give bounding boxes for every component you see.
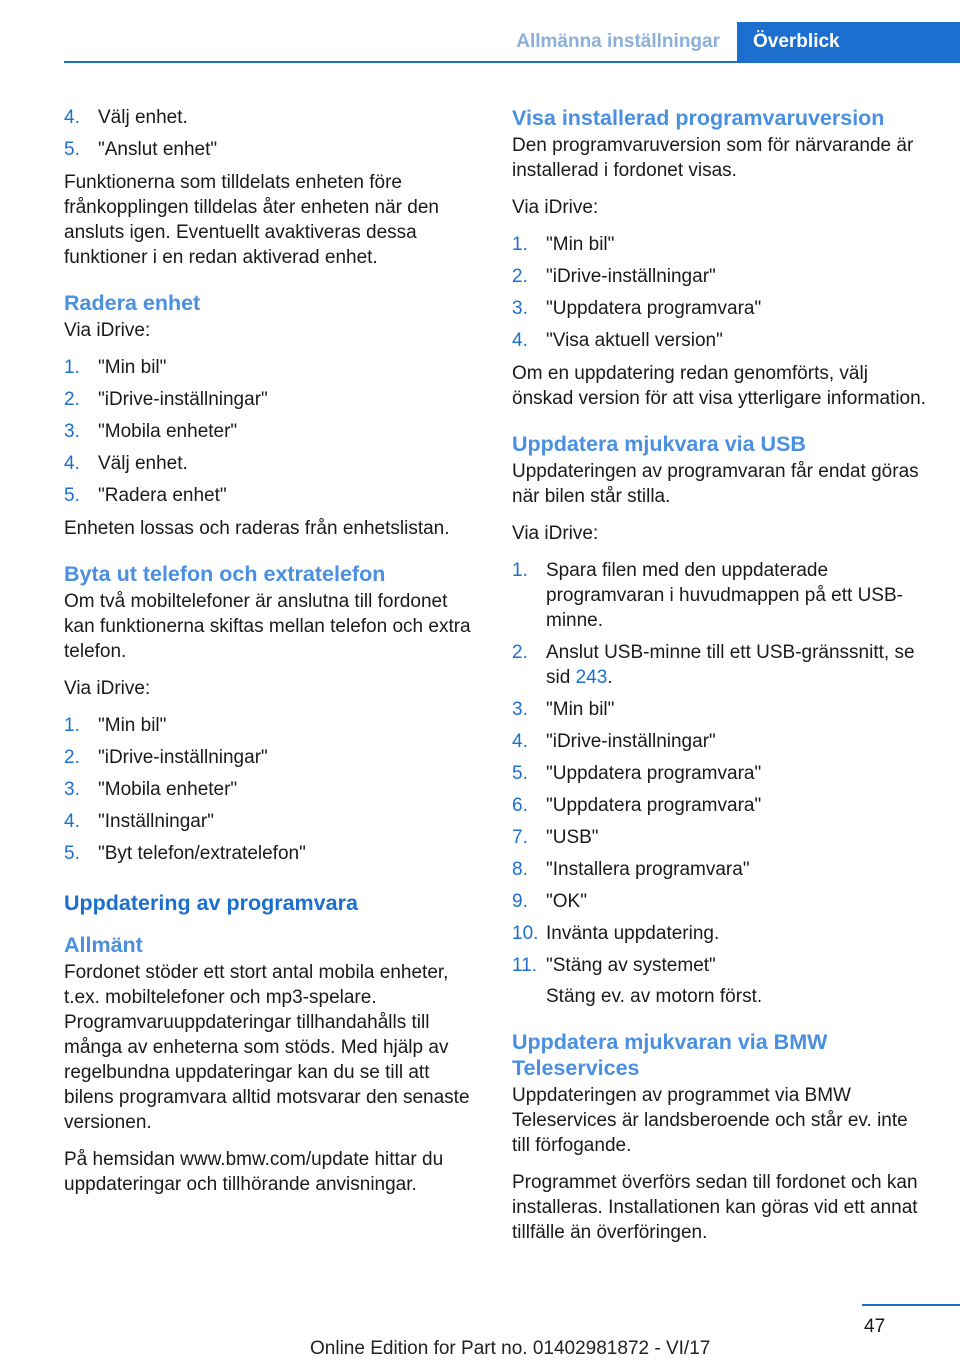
list-item: 5. "Radera enhet" bbox=[64, 485, 227, 506]
via-idrive: Via iDrive: bbox=[64, 320, 151, 341]
via-idrive: Via iDrive: bbox=[512, 197, 599, 218]
bmw-paragraph-1: Uppdateringen av programmet via BMW Teleservices är landsberoende och står ev. inte till förfogande. bbox=[512, 1085, 908, 1156]
list-item: 2. "iDrive-inställningar" bbox=[64, 747, 268, 768]
edition-line: Online Edition for Part no. 01402981872 - VI/17 bbox=[310, 1338, 711, 1359]
list-item: 2. "iDrive-inställningar" bbox=[512, 266, 716, 287]
intro-steps bbox=[64, 105, 478, 162]
intro-paragraph: Funktionerna som tilldelats enheten före frånkopplingen tilldelas åter enheten när den ansluts igen. Eventuellt avaktiveras dessa funktioner i en redan aktiverad enhet. bbox=[64, 172, 439, 268]
bmw-paragraph-2: Programmet överförs sedan till fordonet och kan installeras. Installationen kan göras vid ett annat tillfälle än överföringen. bbox=[512, 1172, 918, 1243]
byta-paragraph: Om två mobiltelefoner är anslutna till fordonet kan funktionerna skiftas mellan telefon och extra telefon. bbox=[64, 591, 471, 662]
list-item: 1. "Min bil" bbox=[64, 715, 167, 736]
list-item: 5. "Byt telefon/extratelefon" bbox=[64, 843, 306, 864]
header-section-title: Allmänna inställningar bbox=[516, 31, 720, 52]
list-item: 3. "Mobila enheter" bbox=[64, 421, 238, 442]
heading-bmw-teleservices: Uppdatera mjukvaran via BMW Teleservices bbox=[512, 1030, 828, 1080]
list-item: 3. "Mobila enheter" bbox=[64, 779, 238, 800]
allmant-paragraph-2: På hemsidan www.bmw.com/update hittar du uppdateringar och tillhörande anvisningar. bbox=[64, 1149, 444, 1195]
header-rule bbox=[64, 61, 960, 63]
right-column bbox=[512, 105, 926, 1257]
list-item: 7. "USB" bbox=[512, 827, 599, 848]
list-item: 3. "Uppdatera programvara" bbox=[512, 298, 762, 319]
radera-result: Enheten lossas och raderas från enhetslistan. bbox=[64, 518, 450, 539]
radera-steps bbox=[64, 355, 478, 508]
list-item: 1. "Min bil" bbox=[512, 234, 615, 255]
list-item: 5. "Anslut enhet" bbox=[64, 139, 218, 160]
list-item: 4. "Visa aktuell version" bbox=[512, 330, 723, 351]
list-item: 1. "Min bil" bbox=[64, 357, 167, 378]
list-item: 4. "Inställningar" bbox=[64, 811, 214, 832]
step-note: Stäng ev. av motorn först. bbox=[546, 986, 763, 1007]
visa-steps bbox=[512, 232, 926, 353]
list-item: 4. Välj enhet. bbox=[64, 453, 188, 474]
via-idrive: Via iDrive: bbox=[512, 523, 599, 544]
list-item: 1. Spara filen med den uppdaterade programvaran i huvudmappen på ett USB-minne. bbox=[512, 560, 903, 631]
heading-allmant: Allmänt bbox=[64, 933, 143, 957]
page-number: 47 bbox=[864, 1316, 886, 1337]
heading-visa-version: Visa installerad programvaruversion bbox=[512, 106, 885, 130]
heading-uppdatering: Uppdatering av programvara bbox=[64, 891, 358, 915]
list-item: 2. Anslut USB-minne till ett USB-gränssnitt, se sid 243. bbox=[512, 642, 915, 688]
list-item: 8. "Installera programvara" bbox=[512, 859, 750, 880]
page-link[interactable]: 243 bbox=[575, 667, 608, 688]
header-tab: Överblick bbox=[737, 22, 960, 63]
list-item: 9. "OK" bbox=[512, 891, 587, 912]
list-item: 3. "Min bil" bbox=[512, 699, 615, 720]
list-item: 4. Välj enhet. bbox=[64, 107, 188, 128]
list-item: 6. "Uppdatera programvara" bbox=[512, 795, 762, 816]
heading-radera-enhet: Radera enhet bbox=[64, 291, 201, 315]
visa-after: Om en uppdatering redan genomförts, välj önskad version för att visa ytterligare information. bbox=[512, 363, 926, 409]
list-item: 5. "Uppdatera programvara" bbox=[512, 763, 762, 784]
allmant-paragraph-1: Fordonet stöder ett stort antal mobila enheter, t.ex. mobiltelefoner och mp3-spelare. Programvaruuppdateringar tillhandahålls till många av enheterna som stöds. Med hjälp av regelbundna uppdateringar kan du se till att bilens programvara alltid motsvarar den senaste versionen. bbox=[64, 962, 470, 1133]
list-item: 10. Invänta uppdatering. bbox=[512, 923, 720, 944]
footer-rule bbox=[862, 1304, 960, 1306]
list-item: 11. "Stäng av systemet" Stäng ev. av motorn först. bbox=[512, 953, 926, 1009]
page-header bbox=[0, 0, 960, 62]
usb-steps bbox=[512, 558, 926, 1009]
list-item: 4. "iDrive-inställningar" bbox=[512, 731, 716, 752]
byta-steps bbox=[64, 713, 478, 866]
list-item: 2. "iDrive-inställningar" bbox=[64, 389, 268, 410]
visa-paragraph: Den programvaruversion som för närvarande är installerad i fordonet visas. bbox=[512, 135, 914, 181]
left-column bbox=[64, 105, 478, 1209]
via-idrive: Via iDrive: bbox=[64, 678, 151, 699]
usb-paragraph: Uppdateringen av programvaran får endat göras när bilen står stilla. bbox=[512, 461, 919, 507]
heading-byta-telefon: Byta ut telefon och extratelefon bbox=[64, 562, 386, 586]
heading-usb-update: Uppdatera mjukvara via USB bbox=[512, 432, 806, 456]
